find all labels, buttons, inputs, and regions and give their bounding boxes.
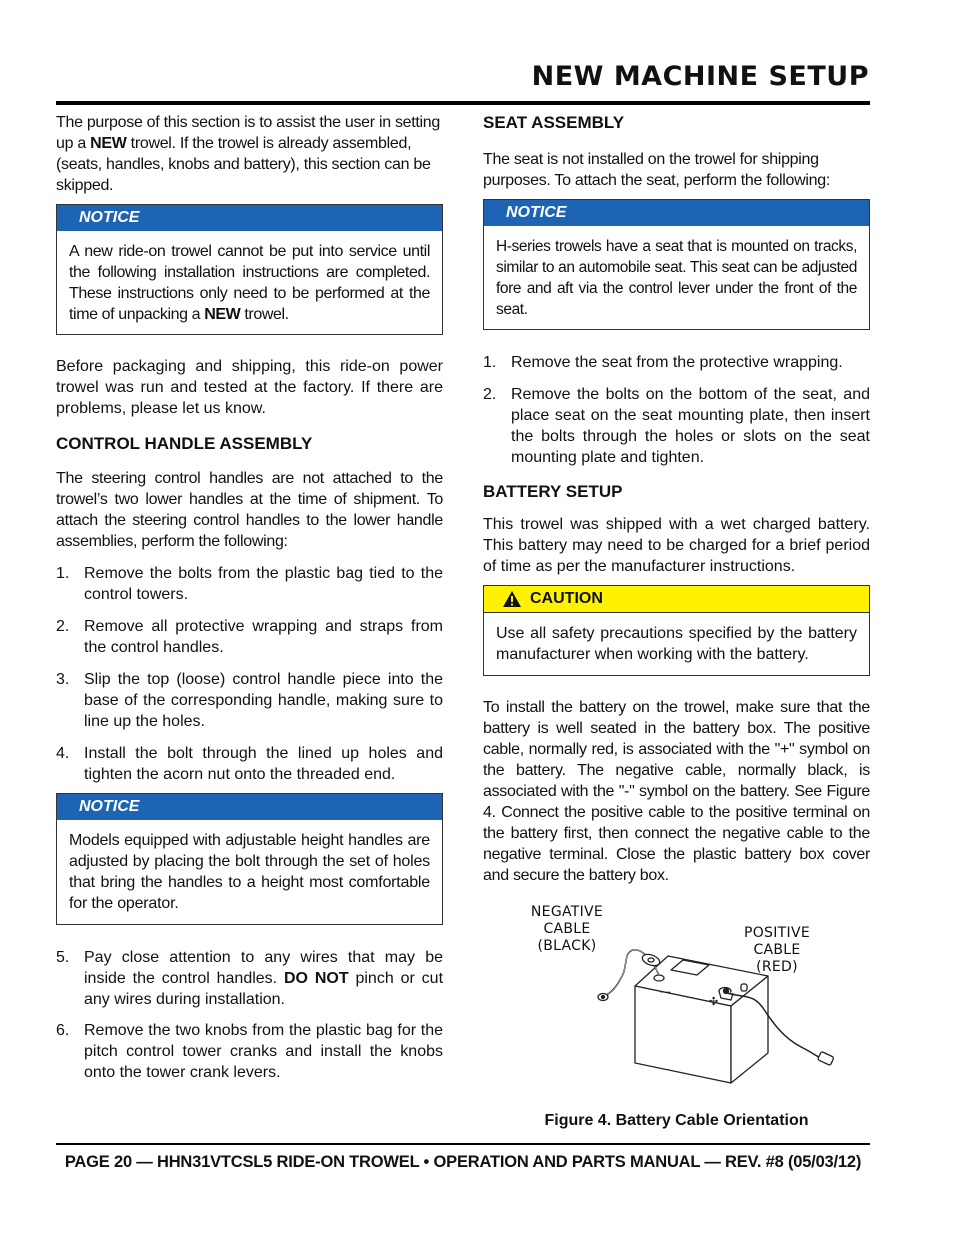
intro-paragraph: The purpose of this section is to assist the user in setting up a NEW trowel. If the trowel is already assembled, (seats, handles, knobs and battery), this section can be skipped. — [56, 114, 440, 194]
page-title: NEW MACHINE SETUP — [531, 61, 869, 92]
negative-cable-label: NEGATIVE CABLE (BLACK) — [530, 904, 604, 954]
header-rule — [56, 101, 870, 105]
list-item: 5. Pay close attention to any wires that may be inside the control handles. DO NOT pinch or cut any wires during installation. — [56, 949, 444, 1008]
caution-label: CAUTION — [530, 590, 603, 607]
svg-text:—: — — [660, 985, 671, 998]
notice-text: H-series trowels have a seat that is mounted on tracks, similar to an automobile seat. This seat can be adjusted fore and aft via the control lever under the front of the seat. — [496, 238, 857, 318]
notice-text: A new ride-on trowel cannot be put into service until the following installation instructions are completed. These instructions only need to be performed at the time of unpacking a NEW trowel. — [69, 243, 430, 323]
caution-text: Use all safety precautions specified by the battery manufacturer when working with the battery. — [496, 625, 857, 663]
positive-cable-label: POSITIVE CABLE (RED) — [744, 925, 810, 975]
control-handle-heading: CONTROL HANDLE ASSEMBLY — [56, 434, 313, 453]
warning-triangle-icon — [502, 590, 522, 608]
notice-box-adjustable-handles — [56, 793, 443, 925]
battery-install-paragraph: To install the battery on the trowel, make sure that the battery is well seated in the battery box. The positive cable, normally red, is associated with the "+" symbol on the battery. The negative cable, normally black, is associated with the "-" symbol on the battery. See Figure 4. Connect the positive cable to the positive terminal on the battery first, then connect the negative cable to the negative terminal. Close the plastic battery box cover and secure the battery box. — [483, 699, 870, 884]
battery-intro: This trowel was shipped with a wet charged battery. This battery may need to be charged for a brief period of time as per the manufacturer instructions. — [483, 516, 870, 575]
notice-box-seat — [483, 199, 870, 330]
control-handle-steps — [56, 563, 443, 785]
caution-header — [484, 586, 869, 613]
list-item: 4. Install the bolt through the lined up holes and tighten the acorn nut onto the threaded end. — [56, 745, 443, 783]
footer-rule — [56, 1143, 870, 1145]
caution-box — [483, 585, 870, 676]
list-item: 1. Remove the bolts from the plastic bag tied to the control towers. — [56, 565, 443, 603]
seat-steps — [483, 352, 870, 468]
notice-text: Models equipped with adjustable height handles are adjusted by placing the bolt through the set of holes that bring the handles to a height most comfortable for the operator. — [69, 832, 430, 912]
figure-caption: Figure 4. Battery Cable Orientation — [544, 1112, 809, 1129]
notice-box-new-trowel — [56, 204, 443, 335]
seat-intro: The seat is not installed on the trowel for shipping purposes. To attach the seat, perform the following: — [483, 151, 830, 189]
page-footer: PAGE 20 — HHN31VTCSL5 RIDE-ON TROWEL • OPERATION AND PARTS MANUAL — REV. #8 (05/03/12) — [64, 1153, 862, 1171]
battery-illustration — [483, 898, 870, 1118]
notice-label: NOTICE — [484, 200, 869, 226]
battery-figure — [483, 898, 870, 1129]
list-item: 2. Remove the bolts on the bottom of the seat, and place seat on the seat mounting plate, then insert the bolts through the holes or slots on the seat mounting plate and tighten. — [483, 386, 870, 466]
notice-label: NOTICE — [57, 794, 442, 820]
list-item: 1. Remove the seat from the protective wrapping. — [483, 354, 843, 371]
before-packaging-paragraph: Before packaging and shipping, this ride-on power trowel was run and tested at the factory. If there are problems, please let us know. — [56, 358, 443, 417]
left-column — [56, 112, 443, 1083]
svg-text:✣: ✣ — [709, 995, 719, 1008]
list-item: 3. Slip the top (loose) control handle piece into the base of the corresponding handle, making sure to line up the holes. — [56, 671, 443, 730]
control-handle-steps-continued — [56, 947, 443, 1083]
list-item: 6. Remove the two knobs from the plastic bag for the pitch control tower cranks and install the knobs onto the tower crank levers. — [56, 1022, 443, 1081]
list-item: 2. Remove all protective wrapping and straps from the control handles. — [56, 618, 443, 656]
right-column — [483, 112, 870, 1129]
notice-label: NOTICE — [57, 205, 442, 231]
control-handle-intro: The steering control handles are not attached to the trowel’s two lower handles at the time of shipment. To attach the steering control handles to the lower handle assemblies, perform the following: — [56, 470, 443, 550]
seat-assembly-heading: SEAT ASSEMBLY — [483, 113, 625, 132]
battery-setup-heading: BATTERY SETUP — [483, 482, 623, 501]
